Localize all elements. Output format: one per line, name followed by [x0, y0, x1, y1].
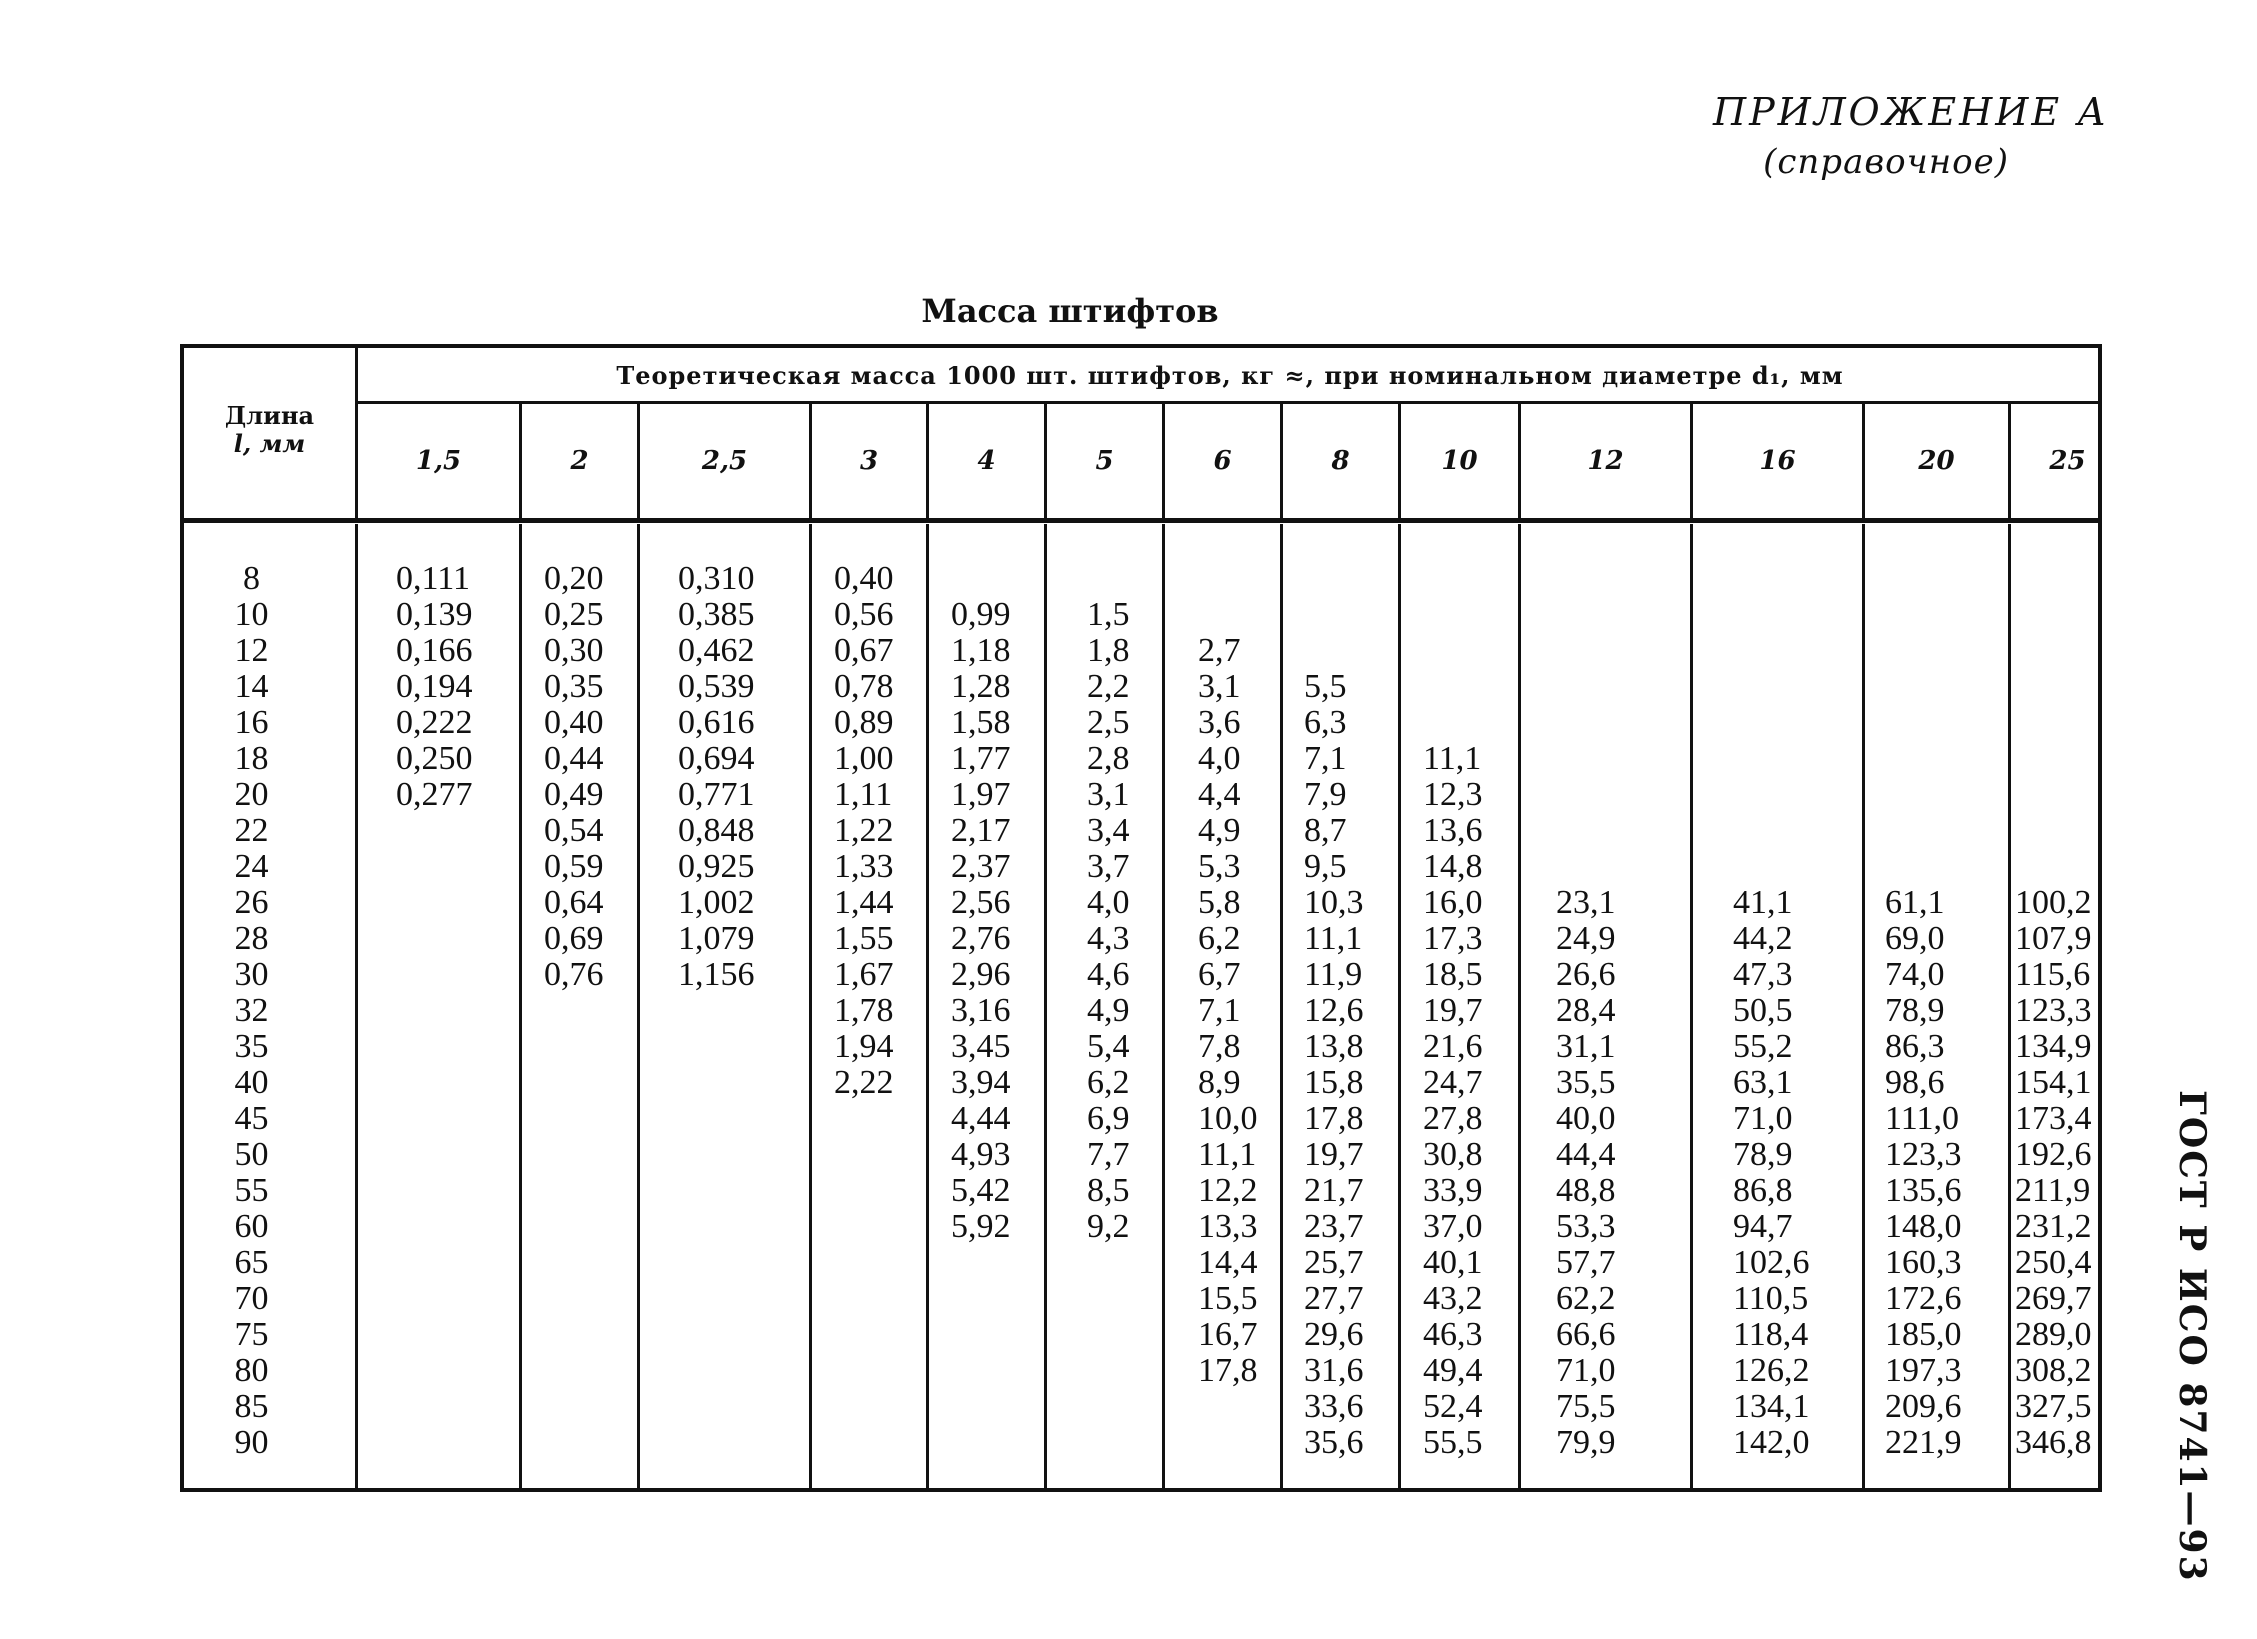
- mass-value: 35,5: [1556, 1064, 1616, 1101]
- length-value: 55: [234, 1172, 269, 1209]
- mass-value: 17,8: [1304, 1100, 1364, 1137]
- mass-value: 14,8: [1423, 848, 1483, 885]
- mass-value: 0,250: [396, 740, 473, 777]
- mass-value: 346,8: [2015, 1424, 2092, 1461]
- mass-column: [1283, 524, 1401, 1492]
- mass-value: 86,8: [1733, 1172, 1793, 1209]
- mass-value: 135,6: [1885, 1172, 1962, 1209]
- mass-value: 8,7: [1304, 812, 1347, 849]
- mass-value: 6,2: [1198, 920, 1241, 957]
- mass-value: 1,28: [951, 668, 1011, 705]
- length-value: 50: [234, 1136, 269, 1173]
- mass-value: 37,0: [1423, 1208, 1483, 1245]
- length-header: [184, 348, 358, 518]
- mass-column: [812, 524, 929, 1492]
- length-value: 22: [234, 812, 269, 849]
- mass-value: 0,848: [678, 812, 755, 849]
- length-value: 8: [243, 560, 260, 597]
- diameter-header-row: [358, 404, 2102, 518]
- mass-column: [522, 524, 640, 1492]
- mass-value: 53,3: [1556, 1208, 1616, 1245]
- mass-value: 28,4: [1556, 992, 1616, 1029]
- mass-value: 0,139: [396, 596, 473, 633]
- mass-value: 63,1: [1733, 1064, 1793, 1101]
- mass-value: 1,77: [951, 740, 1011, 777]
- mass-value: 3,94: [951, 1064, 1011, 1101]
- mass-value: 0,89: [834, 704, 894, 741]
- mass-value: 2,76: [951, 920, 1011, 957]
- mass-value: 47,3: [1733, 956, 1793, 993]
- diameter-header: 16: [1693, 404, 1865, 518]
- mass-value: 41,1: [1733, 884, 1793, 921]
- mass-value: 5,4: [1087, 1028, 1130, 1065]
- mass-value: 1,22: [834, 812, 894, 849]
- mass-value: 10,0: [1198, 1100, 1258, 1137]
- length-value: 35: [234, 1028, 269, 1065]
- mass-value: 0,925: [678, 848, 755, 885]
- diameter-header: 10: [1401, 404, 1521, 518]
- mass-value: 1,55: [834, 920, 894, 957]
- mass-value: 71,0: [1556, 1352, 1616, 1389]
- mass-value: 0,771: [678, 776, 755, 813]
- mass-value: 154,1: [2015, 1064, 2092, 1101]
- mass-value: 0,166: [396, 632, 473, 669]
- mass-value: 31,6: [1304, 1352, 1364, 1389]
- mass-value: 57,7: [1556, 1244, 1616, 1281]
- header-divider: [184, 518, 2098, 523]
- mass-value: 0,35: [544, 668, 604, 705]
- table-title: Масса штифтов: [921, 292, 1219, 330]
- mass-column: [1865, 524, 2011, 1492]
- mass-value: 27,7: [1304, 1280, 1364, 1317]
- length-value: 90: [234, 1424, 269, 1461]
- mass-value: 2,37: [951, 848, 1011, 885]
- mass-value: 1,78: [834, 992, 894, 1029]
- mass-value: 221,9: [1885, 1424, 1962, 1461]
- mass-value: 46,3: [1423, 1316, 1483, 1353]
- mass-value: 16,0: [1423, 884, 1483, 921]
- mass-value: 79,9: [1556, 1424, 1616, 1461]
- mass-value: 25,7: [1304, 1244, 1364, 1281]
- mass-value: 0,78: [834, 668, 894, 705]
- mass-value: 30,8: [1423, 1136, 1483, 1173]
- mass-value: 3,1: [1198, 668, 1241, 705]
- mass-value: 1,00: [834, 740, 894, 777]
- mass-value: 4,4: [1198, 776, 1241, 813]
- mass-value: 98,6: [1885, 1064, 1945, 1101]
- mass-value: 1,18: [951, 632, 1011, 669]
- mass-value: 134,1: [1733, 1388, 1810, 1425]
- mass-value: 44,2: [1733, 920, 1793, 957]
- mass-value: 61,1: [1885, 884, 1945, 921]
- mass-value: 211,9: [2015, 1172, 2091, 1209]
- length-value: 45: [234, 1100, 269, 1137]
- mass-value: 75,5: [1556, 1388, 1616, 1425]
- diameter-header: 1,5: [358, 404, 522, 518]
- diameter-header: 5: [1047, 404, 1165, 518]
- mass-value: 55,2: [1733, 1028, 1793, 1065]
- mass-value: 3,1: [1087, 776, 1130, 813]
- mass-value: 78,9: [1733, 1136, 1793, 1173]
- mass-value: 118,4: [1733, 1316, 1809, 1353]
- mass-value: 250,4: [2015, 1244, 2092, 1281]
- mass-value: 6,3: [1304, 704, 1347, 741]
- mass-value: 126,2: [1733, 1352, 1810, 1389]
- mass-value: 0,56: [834, 596, 894, 633]
- mass-value: 9,5: [1304, 848, 1347, 885]
- length-column: [184, 524, 358, 1492]
- mass-value: 4,9: [1198, 812, 1241, 849]
- length-value: 16: [234, 704, 269, 741]
- mass-value: 43,2: [1423, 1280, 1483, 1317]
- mass-value: 27,8: [1423, 1100, 1483, 1137]
- mass-value: 2,7: [1198, 632, 1241, 669]
- mass-value: 115,6: [2015, 956, 2091, 993]
- mass-value: 3,7: [1087, 848, 1130, 885]
- mass-value: 33,6: [1304, 1388, 1364, 1425]
- mass-value: 1,67: [834, 956, 894, 993]
- mass-value: 172,6: [1885, 1280, 1962, 1317]
- mass-value: 123,3: [2015, 992, 2092, 1029]
- mass-value: 13,8: [1304, 1028, 1364, 1065]
- mass-value: 40,0: [1556, 1100, 1616, 1137]
- length-value: 20: [234, 776, 269, 813]
- mass-value: 1,002: [678, 884, 755, 921]
- diameter-header: 20: [1865, 404, 2011, 518]
- standard-designation: ГОСТ Р ИСО 8741—93: [2171, 1090, 2213, 1583]
- mass-value: 0,694: [678, 740, 755, 777]
- mass-value: 209,6: [1885, 1388, 1962, 1425]
- mass-value: 13,3: [1198, 1208, 1258, 1245]
- mass-value: 4,93: [951, 1136, 1011, 1173]
- mass-value: 2,2: [1087, 668, 1130, 705]
- mass-value: 0,194: [396, 668, 473, 705]
- mass-value: 0,222: [396, 704, 473, 741]
- mass-value: 74,0: [1885, 956, 1945, 993]
- mass-value: 33,9: [1423, 1172, 1483, 1209]
- mass-value: 1,079: [678, 920, 755, 957]
- mass-column: [1165, 524, 1283, 1492]
- mass-value: 5,8: [1198, 884, 1241, 921]
- mass-value: 0,76: [544, 956, 604, 993]
- mass-value: 4,6: [1087, 956, 1130, 993]
- length-value: 32: [234, 992, 269, 1029]
- mass-value: 160,3: [1885, 1244, 1962, 1281]
- mass-value: 7,1: [1304, 740, 1347, 777]
- mass-value: 0,69: [544, 920, 604, 957]
- mass-value: 0,539: [678, 668, 755, 705]
- mass-value: 0,99: [951, 596, 1011, 633]
- mass-value: 86,3: [1885, 1028, 1945, 1065]
- mass-value: 10,3: [1304, 884, 1364, 921]
- length-value: 85: [234, 1388, 269, 1425]
- mass-value: 12,6: [1304, 992, 1364, 1029]
- mass-value: 11,1: [1423, 740, 1482, 777]
- mass-value: 142,0: [1733, 1424, 1810, 1461]
- length-value: 70: [234, 1280, 269, 1317]
- mass-value: 12,3: [1423, 776, 1483, 813]
- mass-value: 0,277: [396, 776, 473, 813]
- mass-value: 11,1: [1304, 920, 1363, 957]
- mass-value: 31,1: [1556, 1028, 1616, 1065]
- mass-value: 110,5: [1733, 1280, 1809, 1317]
- mass-value: 66,6: [1556, 1316, 1616, 1353]
- diameter-header: 4: [929, 404, 1047, 518]
- mass-value: 16,7: [1198, 1316, 1258, 1353]
- mass-value: 50,5: [1733, 992, 1793, 1029]
- mass-column: [640, 524, 812, 1492]
- mass-value: 0,616: [678, 704, 755, 741]
- mass-value: 0,40: [544, 704, 604, 741]
- mass-value: 29,6: [1304, 1316, 1364, 1353]
- mass-column: [358, 524, 522, 1492]
- mass-column: [1047, 524, 1165, 1492]
- mass-column: [929, 524, 1047, 1492]
- mass-value: 0,44: [544, 740, 604, 777]
- mass-value: 2,5: [1087, 704, 1130, 741]
- mass-value: 2,17: [951, 812, 1011, 849]
- mass-value: 6,2: [1087, 1064, 1130, 1101]
- mass-value: 12,2: [1198, 1172, 1258, 1209]
- mass-value: 15,8: [1304, 1064, 1364, 1101]
- mass-value: 15,5: [1198, 1280, 1258, 1317]
- length-value: 65: [234, 1244, 269, 1281]
- mass-value: 62,2: [1556, 1280, 1616, 1317]
- mass-value: 8,5: [1087, 1172, 1130, 1209]
- mass-value: 55,5: [1423, 1424, 1483, 1461]
- mass-value: 0,462: [678, 632, 755, 669]
- mass-value: 14,4: [1198, 1244, 1258, 1281]
- mass-value: 40,1: [1423, 1244, 1483, 1281]
- mass-value: 0,385: [678, 596, 755, 633]
- mass-value: 5,42: [951, 1172, 1011, 1209]
- mass-value: 5,5: [1304, 668, 1347, 705]
- diameter-header: 12: [1521, 404, 1693, 518]
- mass-value: 1,156: [678, 956, 755, 993]
- mass-value: 19,7: [1423, 992, 1483, 1029]
- mass-value: 0,310: [678, 560, 755, 597]
- mass-value: 1,97: [951, 776, 1011, 813]
- mass-value: 4,3: [1087, 920, 1130, 957]
- mass-value: 69,0: [1885, 920, 1945, 957]
- mass-value: 21,7: [1304, 1172, 1364, 1209]
- mass-value: 8,9: [1198, 1064, 1241, 1101]
- mass-value: 35,6: [1304, 1424, 1364, 1461]
- mass-value: 1,8: [1087, 632, 1130, 669]
- length-value: 12: [234, 632, 269, 669]
- mass-value: 24,9: [1556, 920, 1616, 957]
- mass-value: 26,6: [1556, 956, 1616, 993]
- mass-value: 3,45: [951, 1028, 1011, 1065]
- mass-value: 23,1: [1556, 884, 1616, 921]
- mass-value: 6,7: [1198, 956, 1241, 993]
- mass-value: 11,1: [1198, 1136, 1257, 1173]
- mass-value: 44,4: [1556, 1136, 1616, 1173]
- length-value: 30: [234, 956, 269, 993]
- mass-value: 0,59: [544, 848, 604, 885]
- mass-column: [1521, 524, 1693, 1492]
- diameter-header: 25: [2049, 446, 2086, 476]
- mass-value: 7,8: [1198, 1028, 1241, 1065]
- mass-column: [1693, 524, 1865, 1492]
- mass-value: 173,4: [2015, 1100, 2092, 1137]
- mass-value: 0,67: [834, 632, 894, 669]
- mass-value: 1,5: [1087, 596, 1130, 633]
- mass-value: 1,33: [834, 848, 894, 885]
- mass-column: [2011, 524, 2124, 1492]
- mass-value: 197,3: [1885, 1352, 1962, 1389]
- mass-value: 17,3: [1423, 920, 1483, 957]
- mass-value: 1,94: [834, 1028, 894, 1065]
- mass-value: 134,9: [2015, 1028, 2092, 1065]
- length-value: 24: [234, 848, 269, 885]
- mass-value: 7,9: [1304, 776, 1347, 813]
- mass-value: 71,0: [1733, 1100, 1793, 1137]
- mass-value: 4,9: [1087, 992, 1130, 1029]
- mass-value: 308,2: [2015, 1352, 2092, 1389]
- mass-value: 0,64: [544, 884, 604, 921]
- mass-value: 1,11: [834, 776, 893, 813]
- mass-value: 327,5: [2015, 1388, 2092, 1425]
- mass-value: 123,3: [1885, 1136, 1962, 1173]
- mass-value: 18,5: [1423, 956, 1483, 993]
- mass-value: 7,7: [1087, 1136, 1130, 1173]
- mass-header: Теоретическая масса 1000 шт. штифтов, кг ≈, при номинальном диаметре d₁, мм: [358, 348, 2102, 404]
- mass-value: 0,30: [544, 632, 604, 669]
- mass-value: 1,58: [951, 704, 1011, 741]
- mass-value: 148,0: [1885, 1208, 1962, 1245]
- mass-value: 0,111: [396, 560, 470, 597]
- mass-value: 78,9: [1885, 992, 1945, 1029]
- mass-value: 0,40: [834, 560, 894, 597]
- mass-value: 3,6: [1198, 704, 1241, 741]
- length-value: 28: [234, 920, 269, 957]
- diameter-header: 3: [812, 404, 929, 518]
- mass-value: 4,0: [1087, 884, 1130, 921]
- mass-value: 0,25: [544, 596, 604, 633]
- mass-value: 13,6: [1423, 812, 1483, 849]
- length-value: 40: [234, 1064, 269, 1101]
- mass-value: 52,4: [1423, 1388, 1483, 1425]
- mass-value: 94,7: [1733, 1208, 1793, 1245]
- mass-value: 7,1: [1198, 992, 1241, 1029]
- mass-value: 5,92: [951, 1208, 1011, 1245]
- length-value: 75: [234, 1316, 269, 1353]
- mass-value: 24,7: [1423, 1064, 1483, 1101]
- length-value: 60: [234, 1208, 269, 1245]
- length-value: 80: [234, 1352, 269, 1389]
- length-value: 14: [234, 668, 269, 705]
- length-value: 10: [234, 596, 269, 633]
- diameter-header: 2,5: [640, 404, 812, 518]
- mass-value: 19,7: [1304, 1136, 1364, 1173]
- mass-value: 11,9: [1304, 956, 1363, 993]
- appendix-subtitle: (справочное): [1763, 142, 2009, 182]
- appendix-heading: [1713, 90, 2109, 182]
- mass-value: 48,8: [1556, 1172, 1616, 1209]
- mass-value: 17,8: [1198, 1352, 1258, 1389]
- mass-value: 231,2: [2015, 1208, 2092, 1245]
- diameter-header: 8: [1283, 404, 1401, 518]
- mass-value: 289,0: [2015, 1316, 2092, 1353]
- mass-value: 3,16: [951, 992, 1011, 1029]
- mass-value: 4,0: [1198, 740, 1241, 777]
- mass-value: 2,8: [1087, 740, 1130, 777]
- mass-value: 21,6: [1423, 1028, 1483, 1065]
- mass-value: 0,49: [544, 776, 604, 813]
- mass-value: 269,7: [2015, 1280, 2092, 1317]
- mass-value: 192,6: [2015, 1136, 2092, 1173]
- mass-value: 9,2: [1087, 1208, 1130, 1245]
- mass-value: 4,44: [951, 1100, 1011, 1137]
- mass-value: 23,7: [1304, 1208, 1364, 1245]
- mass-value: 3,4: [1087, 812, 1130, 849]
- diameter-header: 2: [522, 404, 640, 518]
- pin-mass-table: [180, 344, 2102, 1492]
- appendix-title: ПРИЛОЖЕНИЕ А: [1712, 90, 2109, 134]
- length-header-label: Длина: [224, 401, 315, 430]
- mass-value: 2,56: [951, 884, 1011, 921]
- mass-value: 100,2: [2015, 884, 2092, 921]
- mass-value: 111,0: [1885, 1100, 1959, 1137]
- mass-value: 185,0: [1885, 1316, 1962, 1353]
- mass-value: 6,9: [1087, 1100, 1130, 1137]
- length-value: 18: [234, 740, 269, 777]
- mass-value: 5,3: [1198, 848, 1241, 885]
- mass-column: [1401, 524, 1521, 1492]
- mass-value: 2,22: [834, 1064, 894, 1101]
- mass-value: 0,20: [544, 560, 604, 597]
- mass-value: 2,96: [951, 956, 1011, 993]
- diameter-header: 6: [1165, 404, 1283, 518]
- mass-value: 0,54: [544, 812, 604, 849]
- mass-value: 102,6: [1733, 1244, 1810, 1281]
- length-value: 26: [234, 884, 269, 921]
- mass-value: 107,9: [2015, 920, 2092, 957]
- length-header-unit: l, мм: [233, 429, 306, 458]
- mass-value: 49,4: [1423, 1352, 1483, 1389]
- mass-value: 1,44: [834, 884, 894, 921]
